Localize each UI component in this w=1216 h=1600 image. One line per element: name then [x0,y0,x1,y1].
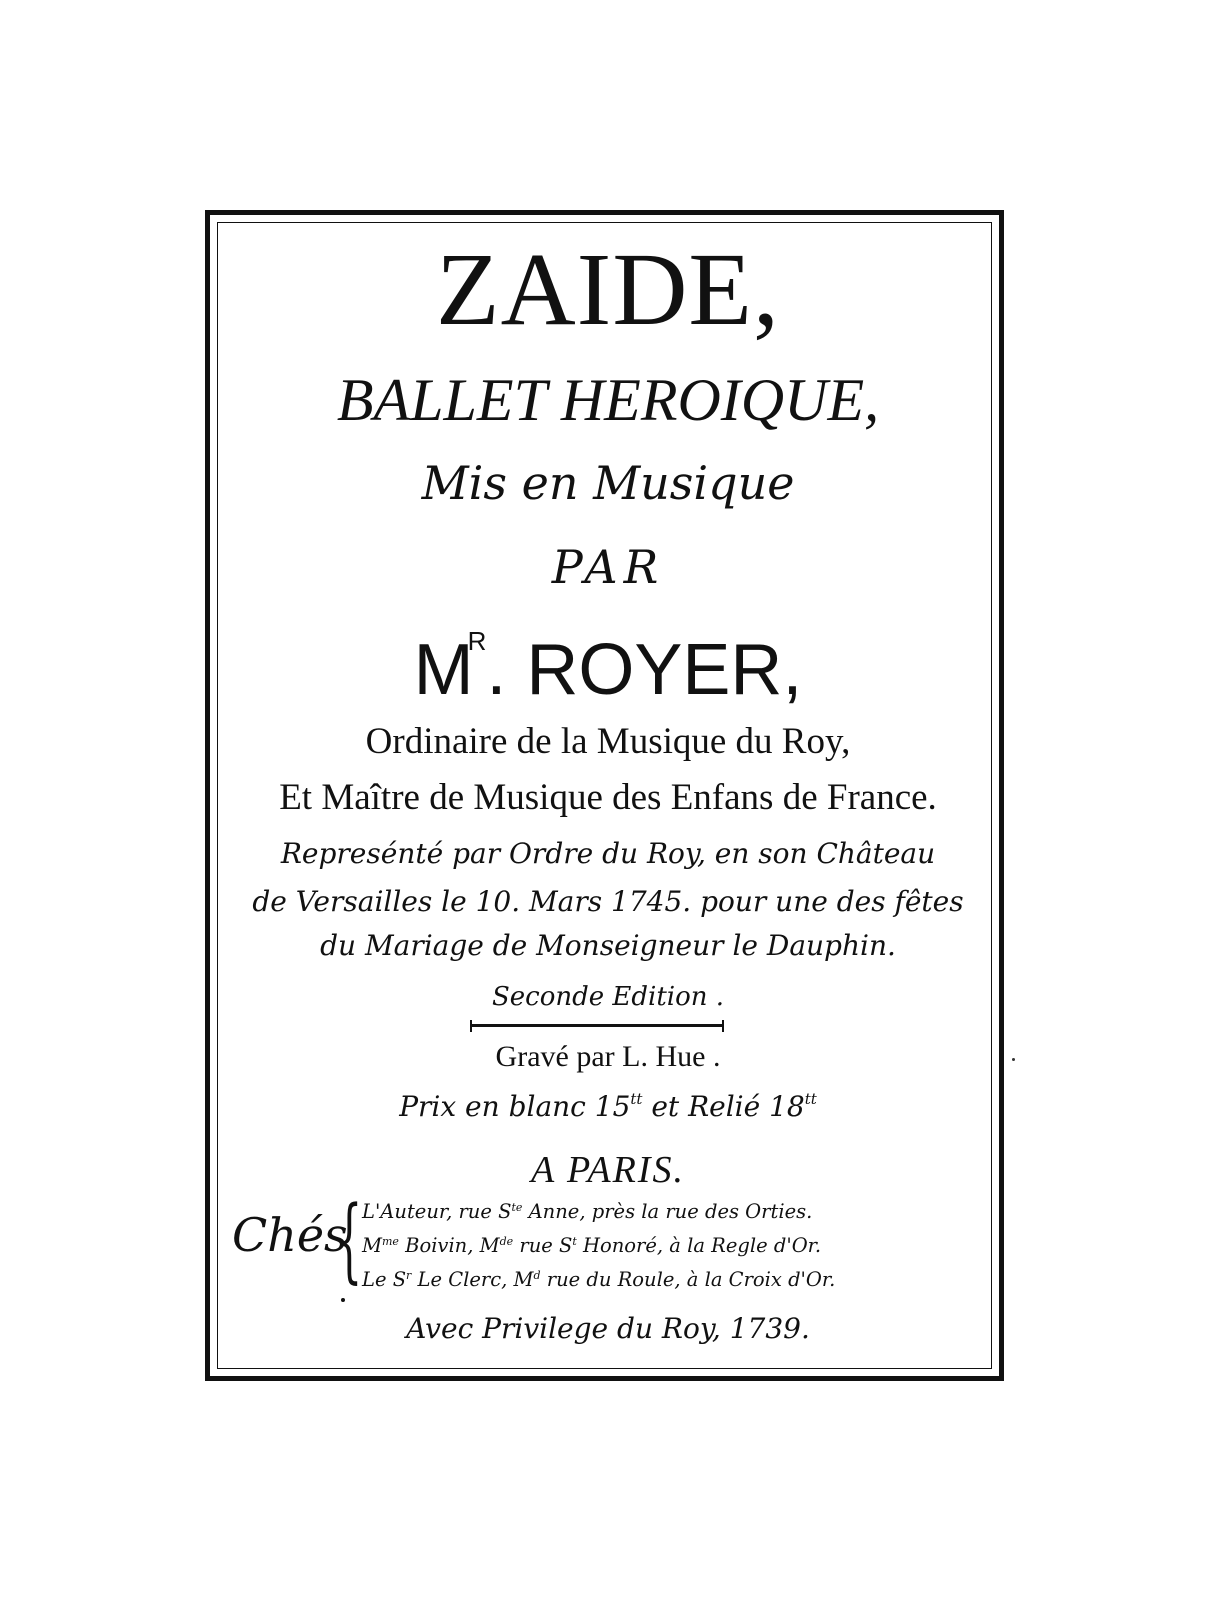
composer-prefix-superscript: R [467,626,487,656]
seller-2-part-b: Boivin, M [398,1234,500,1257]
composer-prefix: M [413,630,474,710]
seller-2-sup-2: de [499,1235,514,1248]
seller-2-part-c: rue S [513,1234,573,1257]
price-blank-unit: tt [630,1090,643,1108]
seller-3-part-a: Le S [362,1268,407,1291]
city-line: A PARIS. [531,1149,685,1191]
sellers-block [226,1186,974,1304]
edition-line: Seconde Edition . [491,982,725,1012]
seller-3-sup-1: r [406,1269,412,1282]
sellers-label: Chés [232,1208,348,1262]
rule-left-end [470,1020,472,1032]
seller-2-sup-1: me [381,1235,399,1248]
rule-right-end [722,1020,724,1032]
seller-2-part-a: M [362,1234,382,1257]
price-line [0,1090,1216,1123]
ink-dot [341,1298,345,1302]
seller-1-part-a: L'Auteur, rue S [362,1200,512,1223]
seller-1-part-b: Anne, près la rue des Orties. [522,1200,813,1223]
seller-address-1 [362,1202,812,1222]
scan-speck [1012,1058,1015,1061]
mis-en-musique-line: Mis en Musique [421,456,795,510]
seller-address-3 [362,1270,835,1290]
performance-line-3: du Mariage de Monseigneur le Dauphin. [320,929,896,962]
price-bound: et Relié 18 [642,1090,805,1123]
engraver-line: Gravé par L. Hue . [495,1040,721,1073]
seller-1-sup: te [511,1201,523,1214]
privilege-line: Avec Privilege du Roy, 1739. [406,1312,810,1345]
composer-surname: . ROYER, [486,630,803,710]
seller-2-sup-3: t [572,1235,577,1248]
genre-subtitle: BALLET HEROIQUE, [336,367,880,433]
rule-bar [470,1024,724,1027]
seller-3-sup-2: d [533,1269,541,1282]
seller-3-part-b: Le Clerc, M [411,1268,534,1291]
performance-line-2: de Versailles le 10. Mars 1745. pour une des fêtes [252,885,964,918]
par-line: PAR [551,540,665,594]
price-blank: Prix en blanc 15 [399,1090,631,1123]
ornamental-rule [470,1020,724,1034]
price-bound-unit: tt [804,1090,817,1108]
composer-role-1: Ordinaire de la Musique du Roy, [365,721,851,762]
sellers-brace: { [336,1186,363,1293]
seller-3-part-c: rue du Roule, à la Croix d'Or. [540,1268,836,1291]
composer-name [0,626,1216,710]
composer-role-2: Et Maître de Musique des Enfans de France. [279,777,937,818]
performance-line-1: Represénté par Ordre du Roy, en son Château [280,837,936,870]
seller-2-part-d: Honoré, à la Regle d'Or. [576,1234,822,1257]
work-title: ZAIDE, [436,232,780,347]
seller-address-2 [362,1236,821,1256]
